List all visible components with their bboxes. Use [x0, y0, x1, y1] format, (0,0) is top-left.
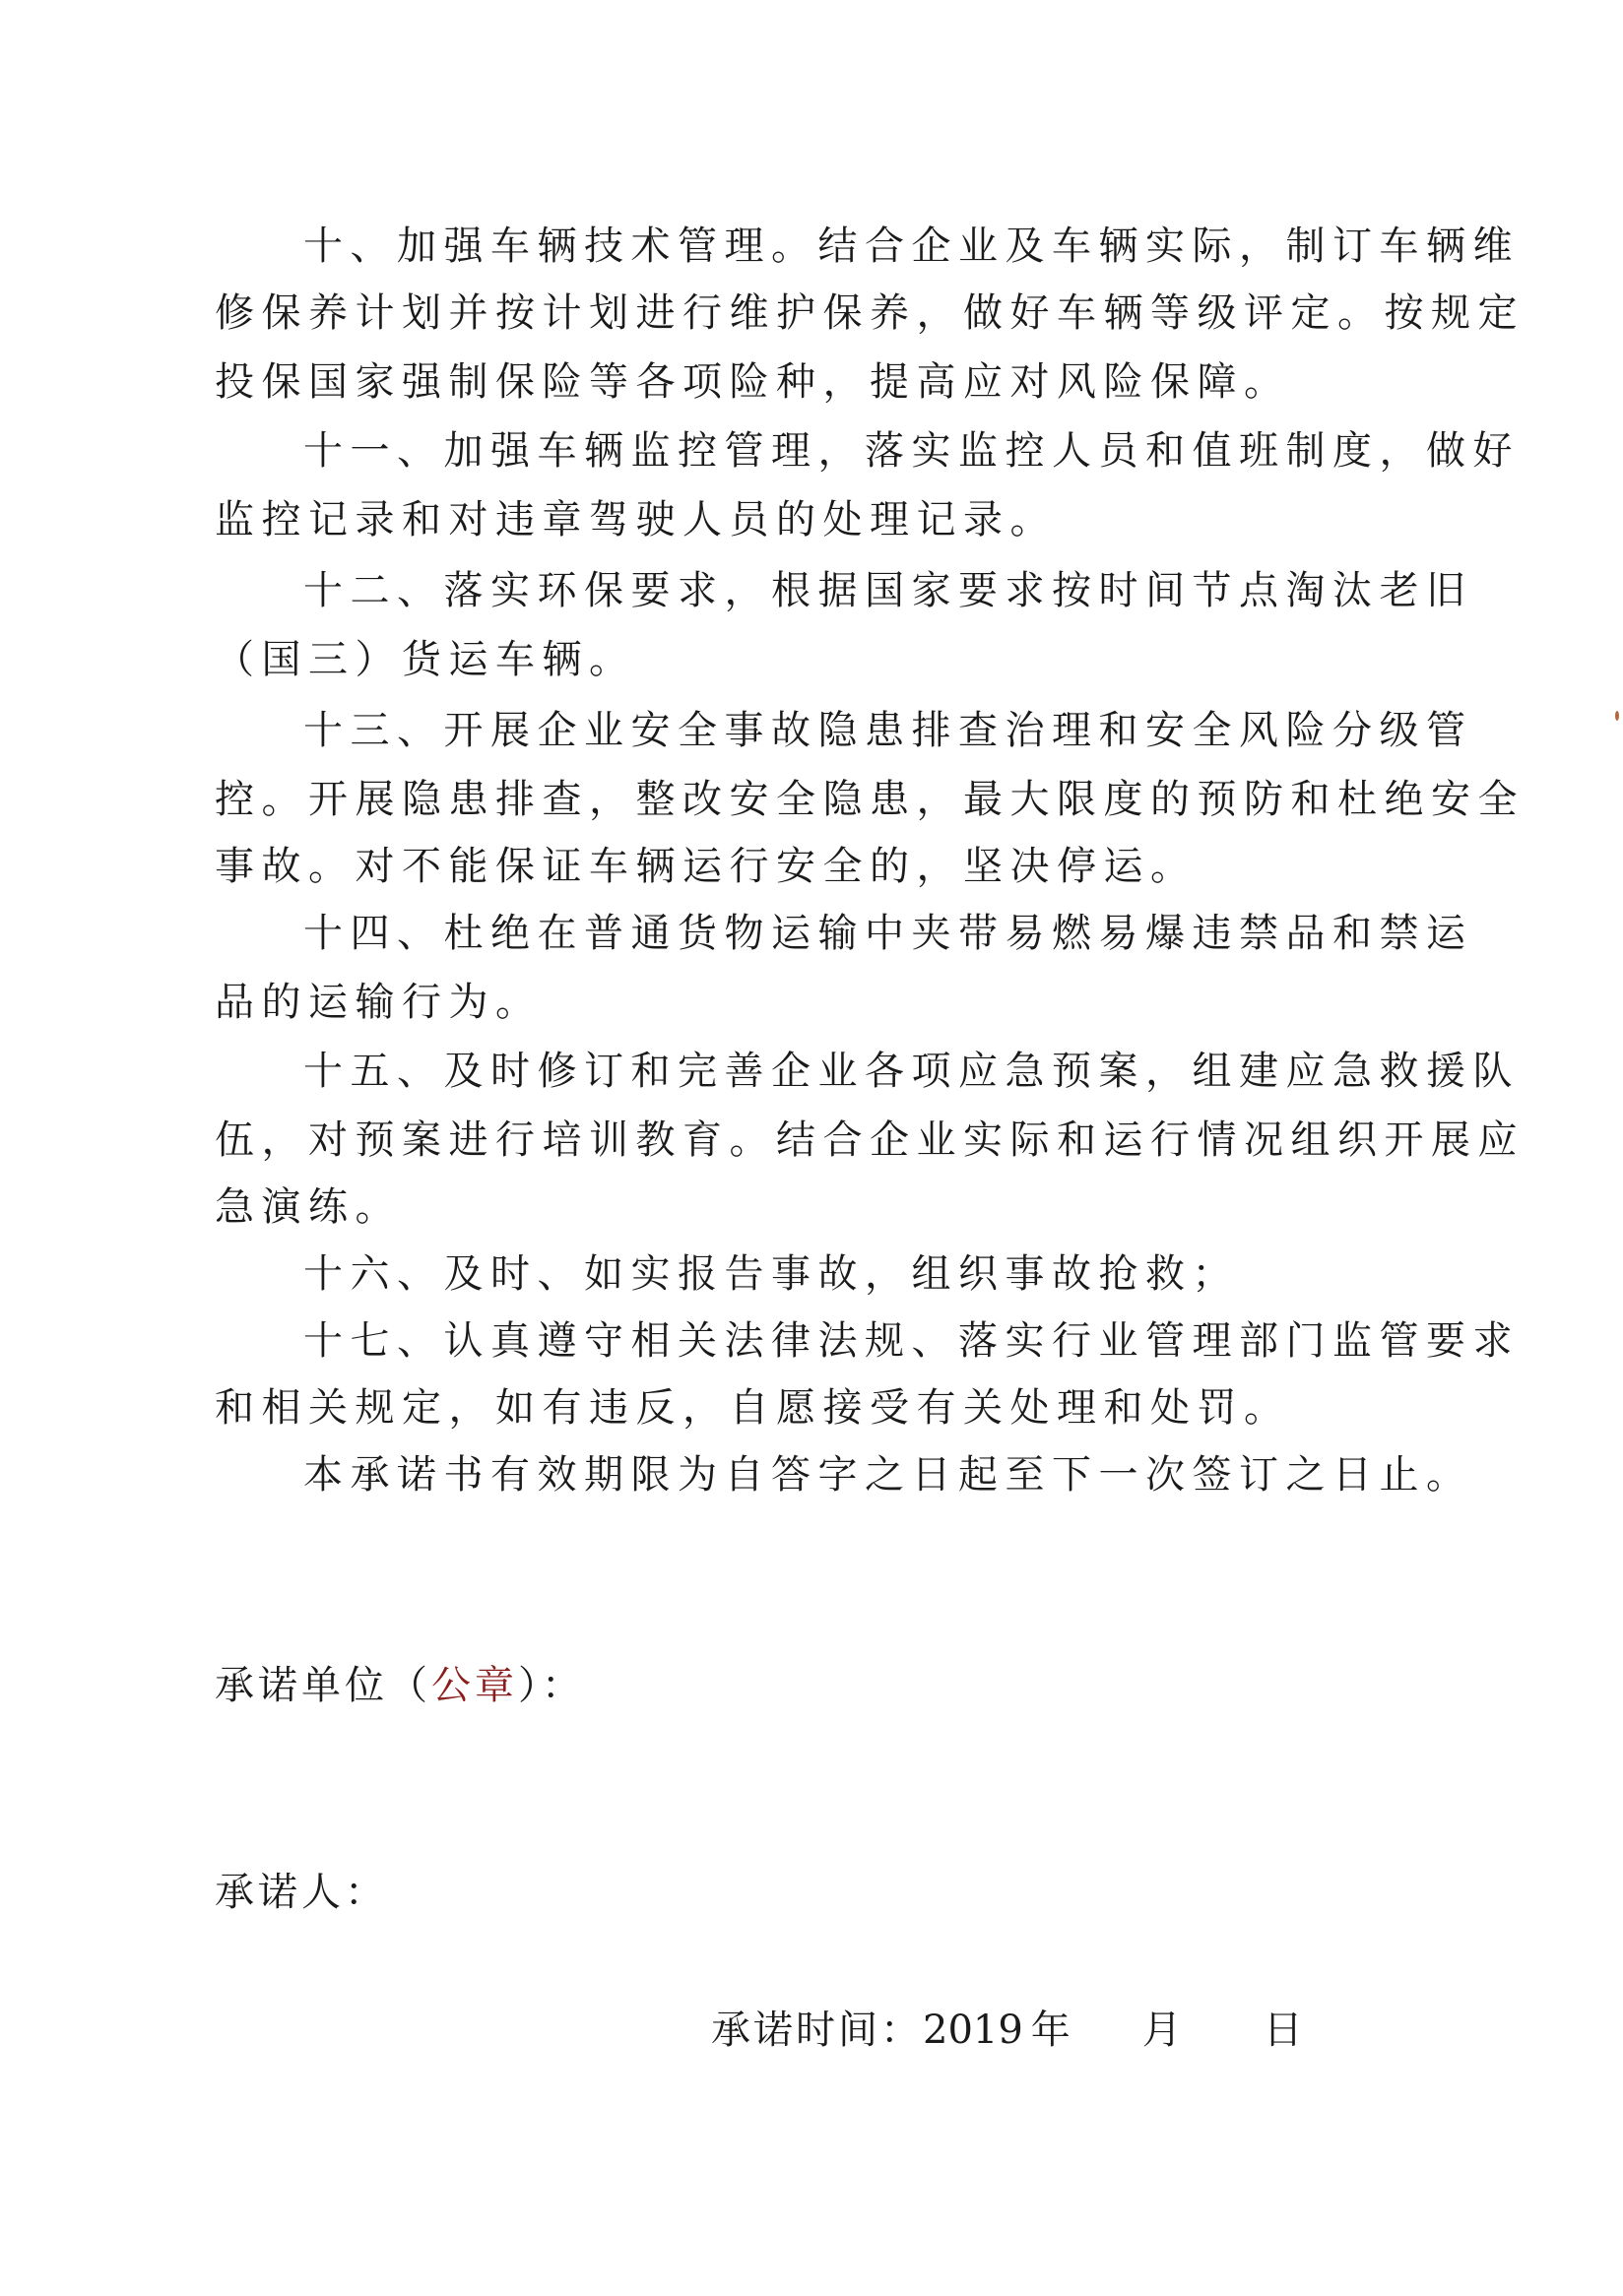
paragraph-10-line-2: 修保养计划并按计划进行维护保养，做好车辆等级评定。按规定: [215, 290, 1525, 336]
commitment-date: [711, 1999, 1306, 2055]
paragraph-11-line-1: 十一、加强车辆监控管理，落实监控人员和值班制度，做好: [303, 428, 1520, 474]
date-month-unit: 月: [1141, 2008, 1185, 2053]
date-label: 承诺时间：: [711, 2008, 923, 2053]
paragraph-15-line-1: 十五、及时修订和完善企业各项应急预案，组建应急救援队: [303, 1049, 1520, 1094]
paragraph-12-line-1: 十二、落实环保要求，根据国家要求按时间节点淘汰老旧: [303, 568, 1473, 613]
committing-unit-label: [215, 1654, 585, 1710]
paragraph-10-line-1: 十、加强车辆技术管理。结合企业及车辆实际，制订车辆维: [303, 223, 1520, 269]
paragraph-14-line-1: 十四、杜绝在普通货物运输中夹带易燃易爆违禁品和禁运: [303, 911, 1473, 956]
paragraph-14-line-2: 品的运输行为。: [215, 980, 543, 1025]
unit-label-suffix: ）：: [518, 1663, 585, 1708]
paragraph-15-line-3: 急演练。: [215, 1184, 402, 1230]
unit-label-prefix: 承诺单位（: [215, 1663, 431, 1708]
date-day-unit: 日: [1263, 2008, 1306, 2053]
paragraph-10-line-3: 投保国家强制保险等各项险种，提高应对风险保障。: [215, 359, 1291, 405]
date-year-unit: 年: [1030, 2008, 1073, 2053]
seal-label: 公章: [431, 1663, 518, 1708]
paragraph-13-line-3: 事故。对不能保证车辆运行安全的，坚决停运。: [215, 844, 1198, 889]
paragraph-12-line-2: （国三）货运车辆。: [215, 637, 636, 682]
paragraph-13-line-1: 十三、开展企业安全事故隐患排查治理和安全风险分级管: [303, 708, 1473, 753]
validity-statement: 本承诺书有效期限为自答字之日起至下一次签订之日止。: [303, 1452, 1473, 1498]
scan-speck: [1615, 711, 1619, 721]
paragraph-17-line-2: 和相关规定，如有违反，自愿接受有关处理和处罚。: [215, 1385, 1291, 1431]
paragraph-17-line-1: 十七、认真遵守相关法律法规、落实行业管理部门监管要求: [303, 1318, 1520, 1364]
committing-person-label: 承诺人：: [215, 1870, 388, 1915]
date-year: 2019: [923, 2008, 1023, 2053]
paragraph-15-line-2: 伍，对预案进行培训教育。结合企业实际和运行情况组织开展应: [215, 1117, 1525, 1163]
paragraph-13-line-2: 控。开展隐患排查，整改安全隐患，最大限度的预防和杜绝安全: [215, 777, 1525, 822]
paragraph-16-line-1: 十六、及时、如实报告事故，组织事故抢救；: [303, 1251, 1239, 1297]
paragraph-11-line-2: 监控记录和对违章驾驶人员的处理记录。: [215, 497, 1057, 542]
